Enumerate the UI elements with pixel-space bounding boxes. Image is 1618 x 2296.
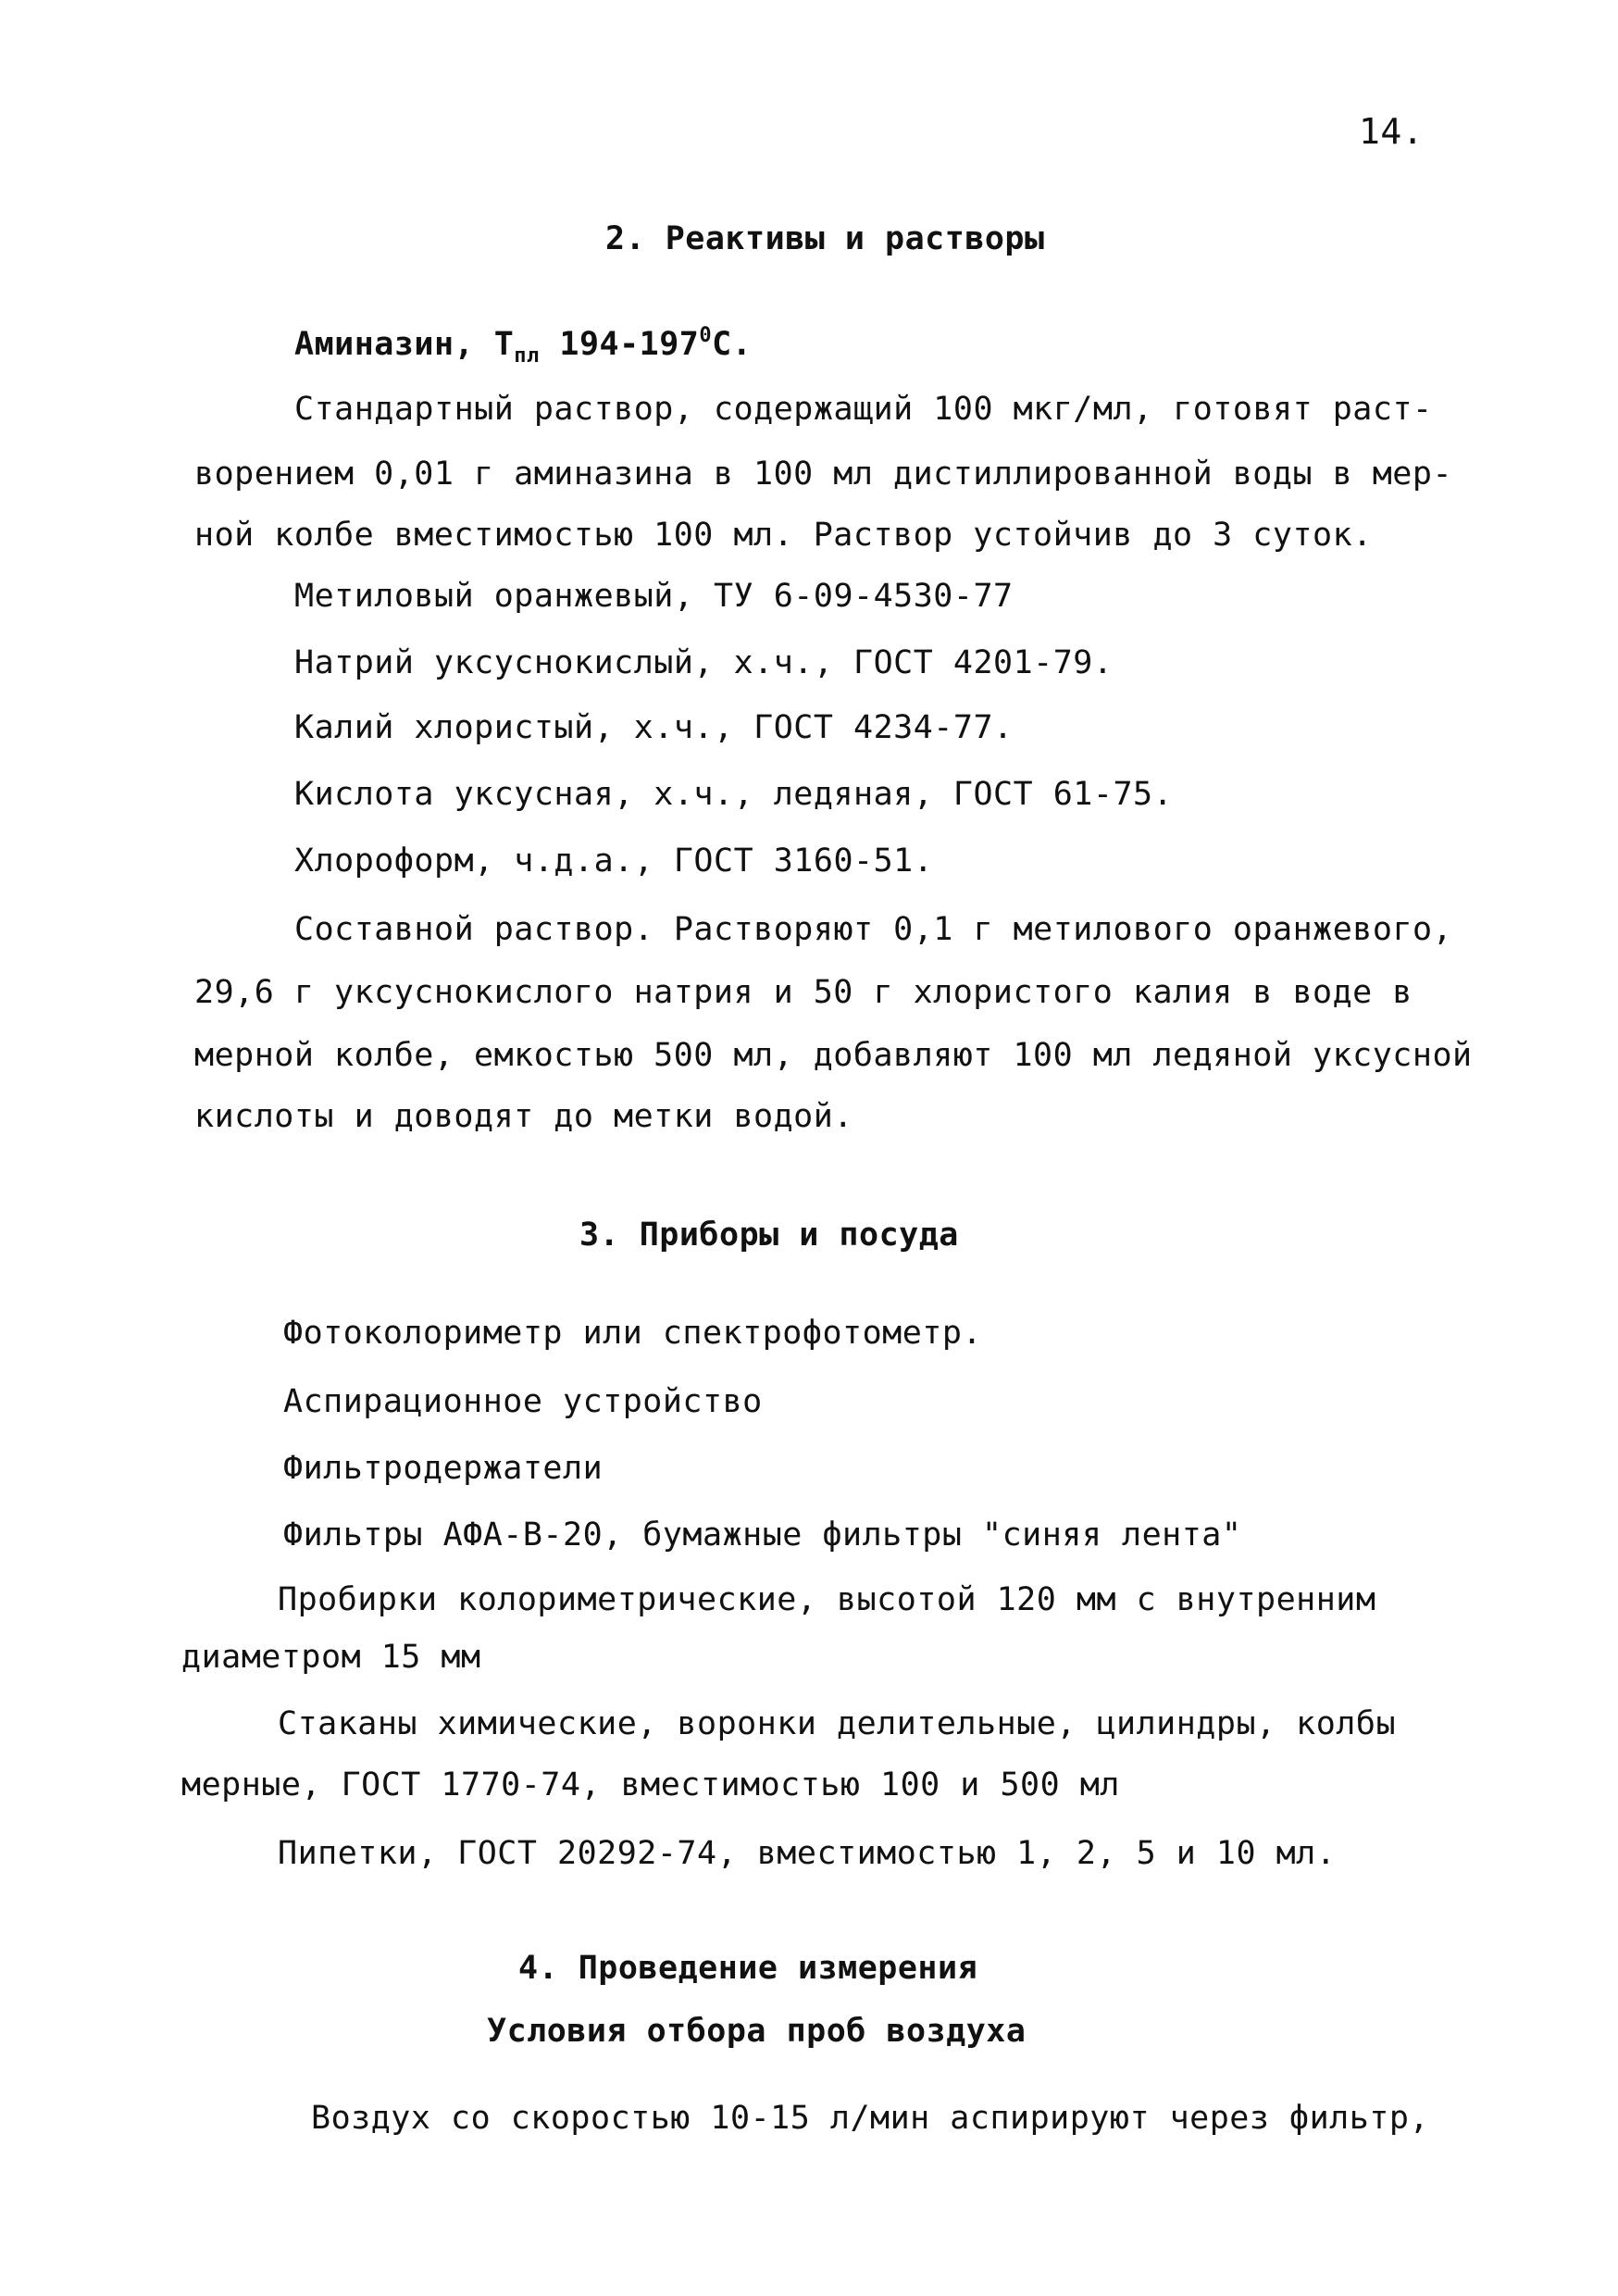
equipment-line: Фильтры АФА-В-20, бумажные фильтры "синяя лента" [283, 1516, 1242, 1554]
page-number: 14. [1359, 111, 1425, 152]
equipment-line: Стаканы химические, воронки делительные, цилиндры, колбы [278, 1705, 1397, 1742]
section-4-subheading: Условия отбора проб воздуха [487, 2013, 1027, 2050]
section-3-heading: 3. Приборы и посуда [579, 1217, 959, 1254]
body-line: Воздух со скоростью 10-15 л/мин аспирируют через фильтр, [311, 2100, 1430, 2137]
equipment-line: Пипетки, ГОСТ 20292-74, вместимостью 1, 2, 5 и 10 мл. [278, 1835, 1337, 1872]
section-4-heading: 4. Проведение измерения [518, 1950, 978, 1987]
equipment-line: Аспирационное устройство [283, 1383, 763, 1420]
body-line: Хлороформ, ч.д.а., ГОСТ 3160-51. [294, 842, 934, 880]
body-line: кислоты и доводят до метки водой. [194, 1098, 853, 1135]
melting-point-subscript: пл [514, 344, 540, 368]
degree-superscript: 0 [699, 324, 713, 347]
body-line: Калий хлористый, х.ч., ГОСТ 4234-77. [294, 709, 1014, 746]
aminazine-name: Аминазин, Т [294, 326, 515, 363]
equipment-line: Фотоколориметр или спектрофотометр. [283, 1315, 983, 1352]
body-line: ворением 0,01 г аминазина в 100 мл дистиллированной воды в мер- [194, 455, 1453, 493]
section-2-heading: 2. Реактивы и растворы [605, 220, 1045, 257]
body-line: Метиловый оранжевый, ТУ 6-09-4530-77 [294, 578, 1014, 615]
equipment-line: диаметром 15 мм [181, 1639, 481, 1676]
melting-point-value: 194-197 [539, 326, 700, 363]
body-line: ной колбе вместимостью 100 мл. Раствор устойчив до 3 суток. [194, 517, 1373, 554]
equipment-line: мерные, ГОСТ 1770-74, вместимостью 100 и 500 мл [181, 1766, 1120, 1803]
equipment-line: Фильтродержатели [283, 1450, 604, 1487]
body-line: мерной колбе, емкостью 500 мл, добавляют 100 мл ледяной уксусной [194, 1037, 1473, 1074]
melting-point-unit: С. [712, 326, 753, 363]
body-line: Составной раствор. Растворяют 0,1 г метилового оранжевого, [294, 911, 1453, 948]
body-line: 29,6 г уксуснокислого натрия и 50 г хлористого калия в воде в [194, 974, 1413, 1011]
body-line: Стандартный раствор, содержащий 100 мкг/мл, готовят раст- [294, 391, 1433, 428]
aminazine-line [294, 324, 753, 368]
equipment-line: Пробирки колориметрические, высотой 120 мм с внутренним [278, 1581, 1376, 1618]
body-line: Натрий уксуснокислый, х.ч., ГОСТ 4201-79. [294, 644, 1114, 681]
body-line: Кислота уксусная, х.ч., ледяная, ГОСТ 61-75. [294, 776, 1174, 813]
